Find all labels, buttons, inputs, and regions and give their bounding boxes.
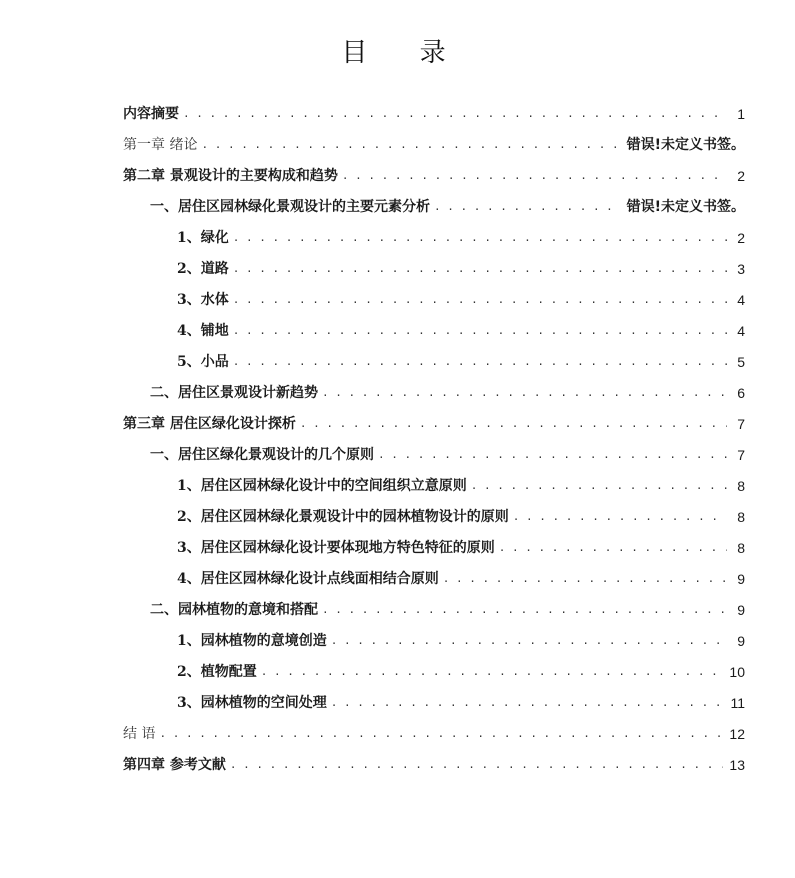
toc-error-bookmark: 错误!未定义书签。: [626, 137, 745, 153]
toc-page-number: 9: [737, 602, 745, 618]
toc-entry[interactable]: [150, 190, 745, 216]
toc-entry[interactable]: [177, 531, 745, 557]
toc-entry[interactable]: [150, 438, 745, 464]
toc-error-bookmark: 错误!未定义书签。: [626, 199, 745, 215]
toc-page-number: 5: [737, 354, 745, 370]
toc-dot-leader: [378, 446, 727, 464]
toc-dot-leader: [342, 167, 727, 185]
toc-entry[interactable]: [150, 376, 745, 402]
toc-dot-leader: [322, 601, 727, 619]
toc-entry[interactable]: [177, 469, 745, 495]
toc-dot-leader: [230, 756, 724, 774]
toc-entry-label: 第三章 居住区绿化设计探析: [123, 416, 296, 432]
toc-entry-label: 4、铺地: [177, 323, 229, 339]
toc-page-number: 2: [737, 230, 745, 246]
toc-entry-label: 2、居住区园林绿化景观设计中的园林植物设计的原则: [177, 509, 509, 525]
toc-page-number: 11: [730, 695, 745, 711]
toc-entry-label: 二、居住区景观设计新趋势: [150, 385, 318, 401]
toc-entry[interactable]: [150, 593, 745, 619]
toc-page-number: 2: [737, 168, 745, 184]
toc-entry-label: 一、居住区园林绿化景观设计的主要元素分析: [150, 199, 430, 215]
toc-entry-label: 2、道路: [177, 261, 229, 277]
toc-entry[interactable]: [177, 562, 745, 588]
toc-entry-label: 第二章 景观设计的主要构成和趋势: [123, 168, 338, 184]
toc-entry-label: 1、园林植物的意境创造: [177, 633, 327, 649]
toc-dot-leader: [261, 663, 724, 681]
toc-entry-label: 内容摘要: [123, 106, 179, 122]
toc-entry-label: 3、水体: [177, 292, 229, 308]
toc-page-number: 9: [737, 633, 745, 649]
toc-entry-label: 1、绿化: [177, 230, 229, 246]
toc-entry[interactable]: [177, 624, 745, 650]
toc-dot-leader: [300, 415, 727, 433]
toc-entry[interactable]: [123, 97, 745, 123]
toc-entry-label: 5、小品: [177, 354, 229, 370]
toc-entry-label: 4、居住区园林绿化设计点线面相结合原则: [177, 571, 439, 587]
toc-entry-label: 二、园林植物的意境和搭配: [150, 602, 318, 618]
toc-page-number: 4: [737, 292, 745, 308]
toc-dot-leader: [233, 291, 727, 309]
page-title: 目 录: [341, 38, 468, 68]
toc-dot-leader: [233, 260, 727, 278]
toc-entry-label: 2、植物配置: [177, 664, 257, 680]
toc-entry-label: 3、园林植物的空间处理: [177, 695, 327, 711]
toc-dot-leader: [201, 136, 616, 154]
toc-entry[interactable]: [123, 748, 745, 774]
toc-dot-leader: [471, 477, 727, 495]
toc-page-number: 7: [737, 447, 745, 463]
toc-dot-leader: [513, 508, 727, 526]
toc-entry[interactable]: [177, 686, 745, 712]
toc-entry[interactable]: [177, 283, 745, 309]
toc-page-number: 10: [729, 664, 745, 680]
toc-entry-label: 结 语: [123, 726, 156, 742]
toc-page-number: 4: [737, 323, 745, 339]
toc-entry[interactable]: [177, 500, 745, 526]
toc-page-number: 3: [737, 261, 745, 277]
toc-dot-leader: [331, 632, 727, 650]
toc-entry[interactable]: [123, 128, 745, 154]
toc-dot-leader: [159, 725, 723, 743]
toc-dot-leader: [443, 570, 727, 588]
toc-entry-label: 第一章 绪论: [123, 137, 198, 153]
toc-page-number: 8: [737, 478, 745, 494]
toc-entry[interactable]: [177, 345, 745, 371]
toc-dot-leader: [183, 105, 727, 123]
toc-entry-label: 3、居住区园林绿化设计要体现地方特色特征的原则: [177, 540, 495, 556]
toc-dot-leader: [331, 694, 725, 712]
toc-page-number: 9: [737, 571, 745, 587]
toc-entry-label: 一、居住区绿化景观设计的几个原则: [150, 447, 374, 463]
toc-entry[interactable]: [177, 221, 745, 247]
toc-page-number: 1: [737, 106, 745, 122]
toc-dot-leader: [322, 384, 727, 402]
toc-entry[interactable]: [123, 717, 745, 743]
toc-page-number: 7: [737, 416, 745, 432]
toc-entry-label: 第四章 参考文献: [123, 757, 226, 773]
toc-dot-leader: [233, 229, 727, 247]
toc-page-number: 13: [729, 757, 745, 773]
toc-dot-leader: [434, 198, 617, 216]
toc-dot-leader: [233, 322, 727, 340]
toc-page-number: 12: [729, 726, 745, 742]
toc-entry-label: 1、居住区园林绿化设计中的空间组织立意原则: [177, 478, 467, 494]
toc-entry[interactable]: [177, 314, 745, 340]
toc-entry[interactable]: [177, 252, 745, 278]
toc-page-number: 8: [737, 540, 745, 556]
toc-dot-leader: [499, 539, 727, 557]
toc-entry[interactable]: [123, 407, 745, 433]
toc-dot-leader: [233, 353, 727, 371]
toc-page-number: 6: [737, 385, 745, 401]
toc-page-number: 8: [737, 509, 745, 525]
toc-entry[interactable]: [123, 159, 745, 185]
toc-entry[interactable]: [177, 655, 745, 681]
